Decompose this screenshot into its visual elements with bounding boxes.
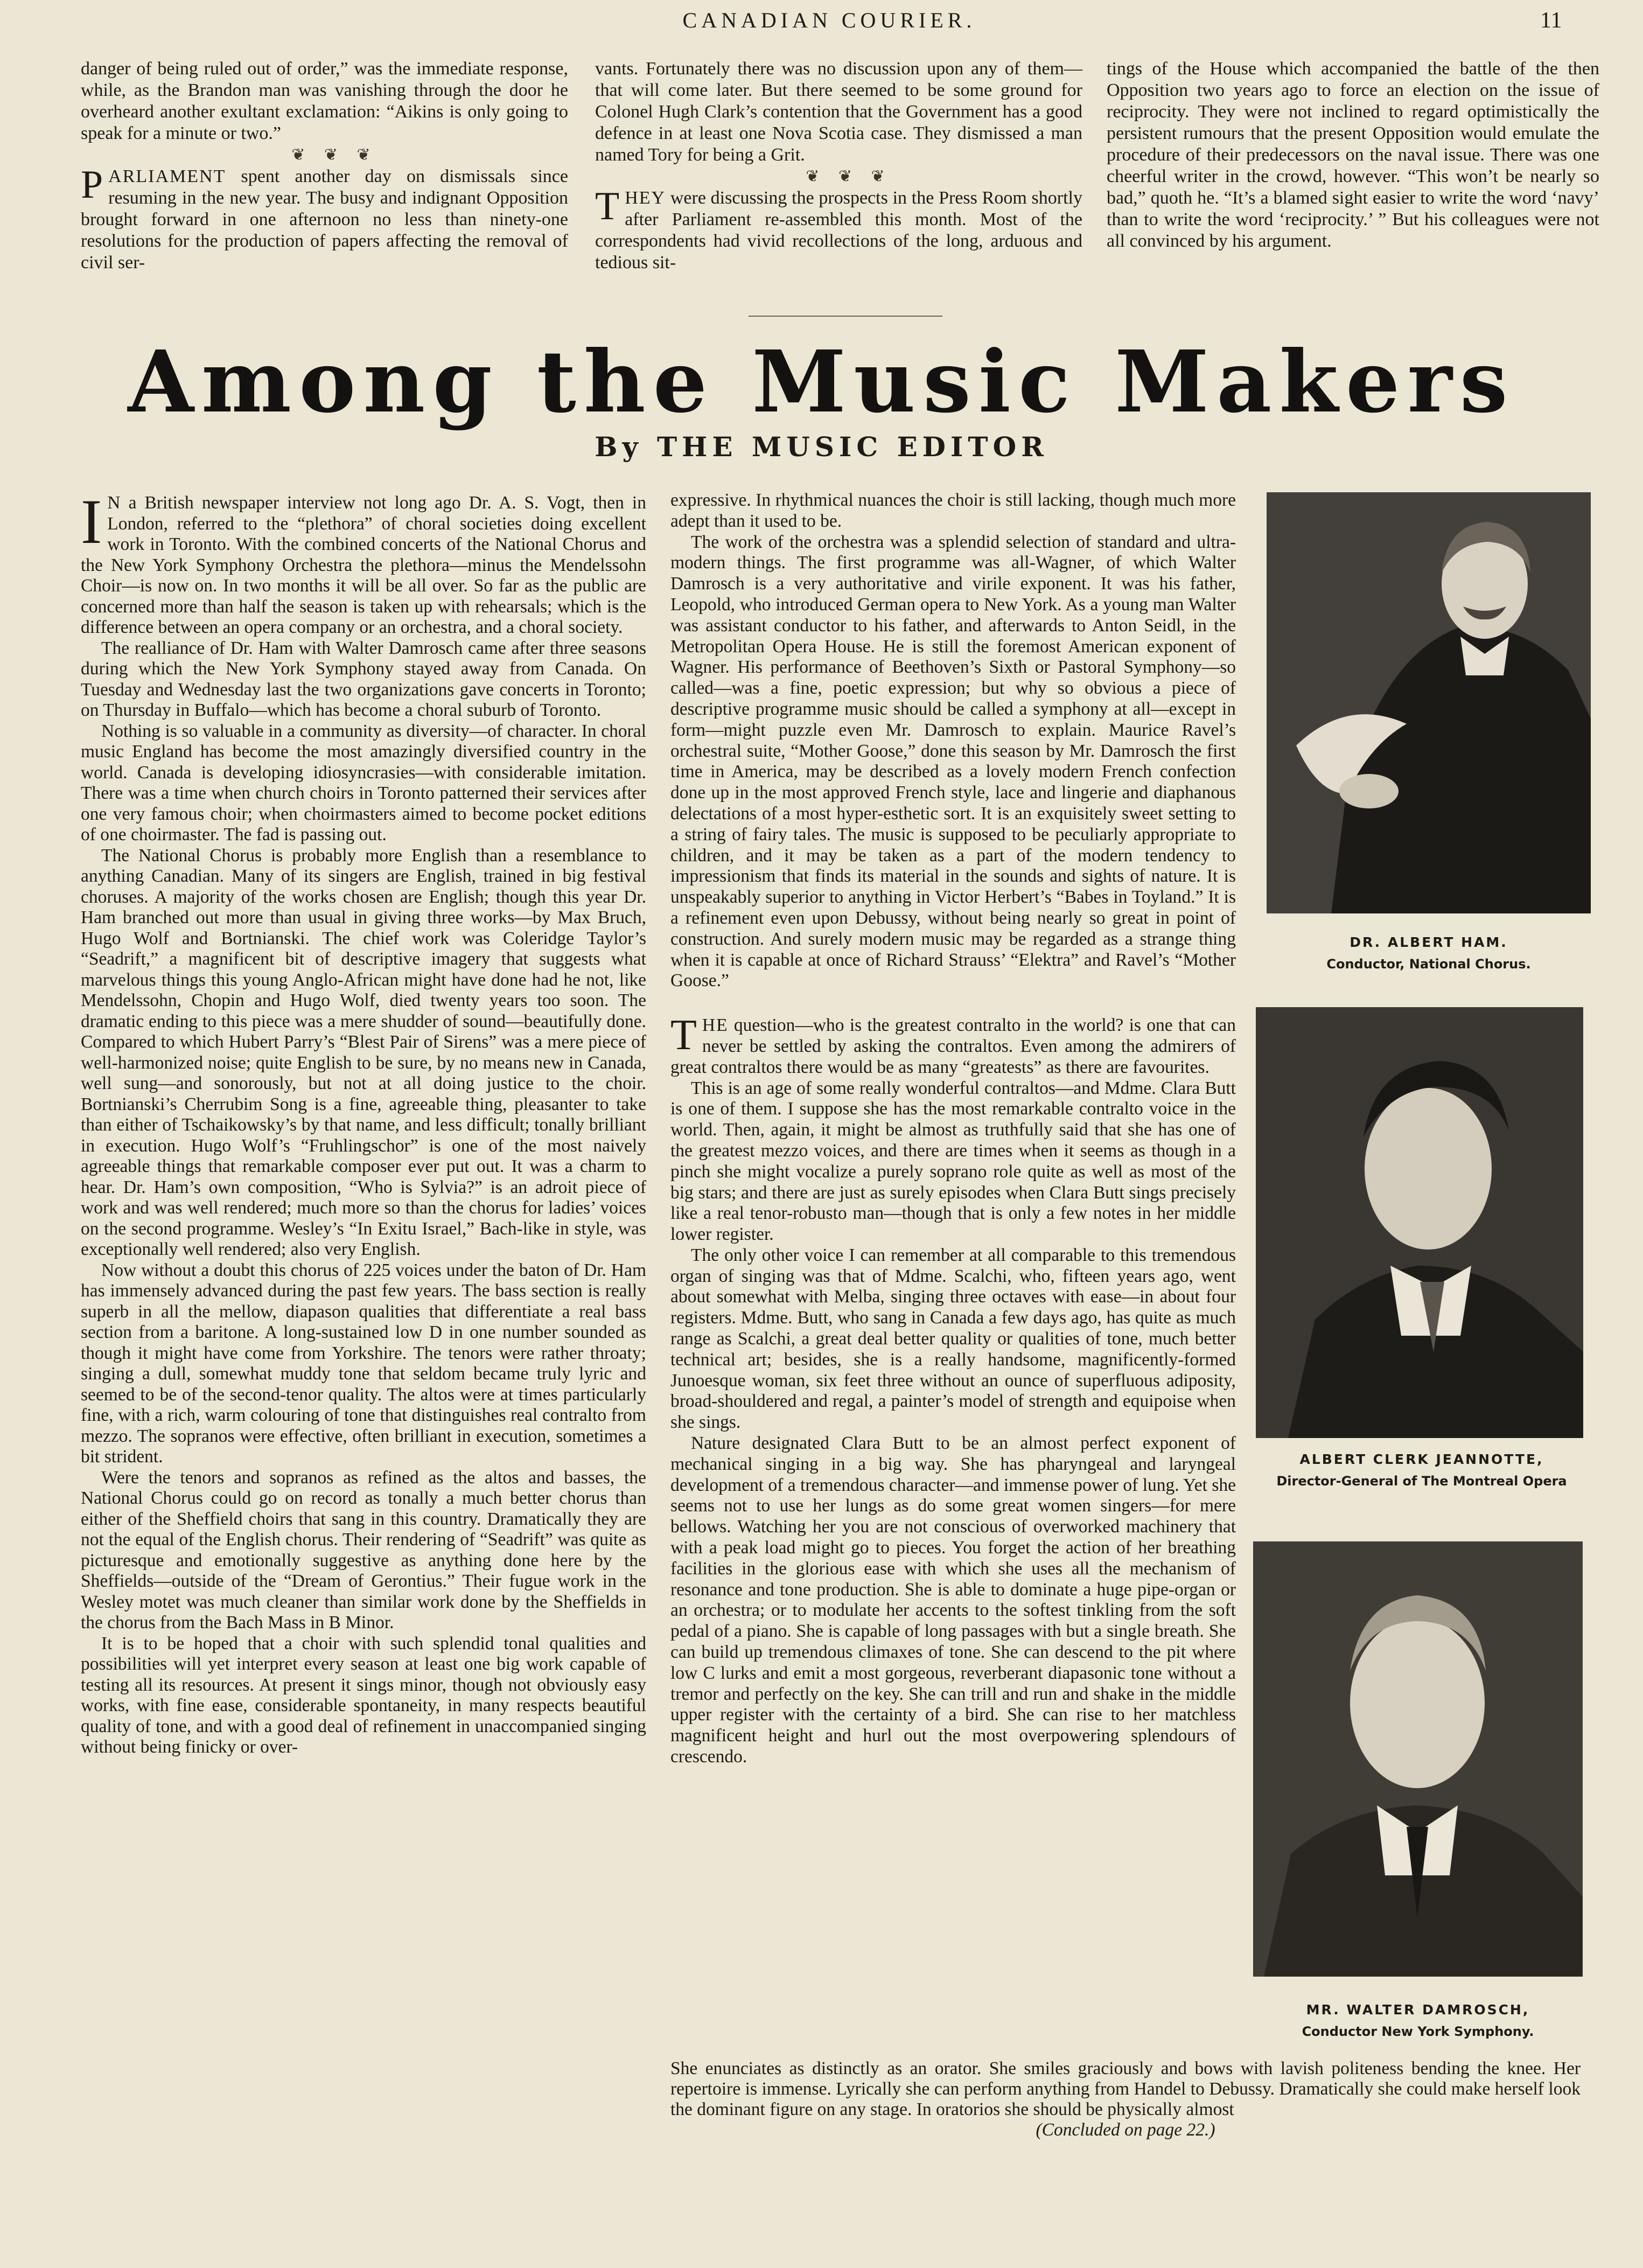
caption-ham [1267,932,1591,975]
paragraph-text: spent another day on dismissals since resuming in the new year. The busy and indignant Opposition brought forward in one afternoon no less than ninety-one resolutions for the production of papers affecting the removal of civil ser- [81,166,568,273]
portrait-photo-jeannotte [1256,1007,1583,1438]
article-paragraph-6: Were the tenors and sopranos as refined as the altos and basses, the National Chorus could go on record as tonally a much better chorus than either of the Sheffield choirs that sang in this country. Dramatically they are not the equal of the English chorus. Their rendering of “Seadrift” was quite as picturesque and emotionally suggestive as anything done here by the Sheffields—outside of the “Dream of Gerontius.” Their fugue work in the Wesley motet was much cleaner than similar work done by the Sheffields in the chorus from the Bach Mass in B Minor. [81,1467,646,1632]
ornament-divider: ❦ ❦ ❦ [291,146,378,164]
top-column-1 [81,58,568,274]
portrait-ham-image [1267,492,1591,913]
top-col2-paragraph-2 [595,184,1082,274]
article-paragraph-5: Now without a doubt this chorus of 225 voices under the baton of Dr. Ham has immensely advanced during the past few years. The bass section is really superb in all the mellow, diapason qualities that differentiate a real bass section from a baritone. A long-sustained low D in one number sounded as though it might have come from Yorkshire. The tenors were rather throaty; singing a dull, somewhat muddy tone that seldom became truly lyric and seemed to be of the second-tenor quality. The altos were at times particularly fine, with a rich, warm colouring of tone that distinguishes real contralto from mezzo. The sopranos were effective, often brilliant in execution, sometimes a bit strident. [81,1260,646,1467]
portrait-damrosch-image [1253,1541,1583,1977]
caption-title: Conductor, National Chorus. [1326,957,1531,972]
lead-word: ARLIAMENT [108,166,226,186]
top-col1-paragraph-1: danger of being ruled out of order,” was the immediate response, while, as the Brandon man was vanishing through the door he overheard another exultant exclamation: “Aikins is only going to speak for a minute or two.” [81,59,568,143]
continued-note: (Concluded on page 22.) [1036,2120,1215,2140]
article-middle-paragraph-1: expressive. In rhythmical nuances the choir is still lacking, though much more adept than it used to be. [670,490,1236,531]
running-head [0,8,1643,34]
drop-cap: T [595,184,620,228]
top-column-3 [1107,58,1599,252]
top-column-2 [595,58,1082,274]
lead-word: HE [702,1015,729,1036]
article-bottom-continuation [670,2058,1581,2140]
drop-cap: I [81,486,102,557]
caption-jeannotte [1244,1449,1599,1492]
drop-cap: P [81,163,103,207]
publication-name: CANADIAN COURIER. [682,8,976,32]
article-middle-paragraph-2: The work of the orchestra was a splendid selection of standard and ultra-modern things. The first programme was all-Wagner, of which Walter Damrosch is a very authoritative and virile exponent. It was his father, Leopold, who introduced German opera to New York. As a young man Walter was assistant conductor to his father, and afterwards to Anton Seidl, in the Metropolitan Opera House. He is still the foremost American exponent of Wagner. His performance of Beethoven’s Sixth or Pastoral Symphony—so called—was a fine, poetic expression; but why so obvious a piece of descriptive programme music should be called a symphony at all—except in form—might puzzle even Mr. Damrosch to explain. Maurice Ravel’s orchestral suite, “Mother Goose,” done this season by Mr. Damrosch the first time in America, may be described as a lovely modern French confection done up in the most approved French style, lace and lingerie and diaphanous delectations of a most hyper-esthetic sort. It is an exquisitely sweet setting to a string of fairy tales. The music is supposed to be peculiarly appropriate to children, and it may be taken as a part of the modern tendency to impressionism that finds its material in the sounds and sights of nature. It is unspeakably superior to anything in Victor Herbert’s “Babes in Toyland.” It is a refinement even upon Debussy, without being nearly so great in point of construction. And surely modern music may be regarded as a strange thing when it is capable at once of Richard Strauss’ “Elektra” and Ravel’s “Mother Goose.” [670,532,1236,991]
article-paragraph-3: Nothing is so valuable in a community as diversity—of character. In choral music England has become the most amazingly diversified country in the world. Canada is developing idiosyncrasies—with considerable imitation. There was a time when church choirs in Toronto patterned their services after one very famous choir; when choirmasters aimed to become pocket editions of one choirmaster. The fad is passing out. [81,721,646,845]
article-left-column [81,486,646,1758]
caption-name: MR. WALTER DAMROSCH, [1306,2002,1530,2018]
drop-cap: T [670,1011,697,1059]
top-col2-paragraph-1: vants. Fortunately there was no discussion upon any of them—that will come later. But there seemed to be some ground for Colonel Hugh Clark’s contention that the Government has a good defence in at least one Nova Scotia case. They dismissed a man named Tory for being a Grit. [595,59,1082,165]
article-middle-column [670,490,1236,1768]
caption-title: Director-General of The Montreal Opera [1276,1474,1567,1489]
article-headline: Among the Music Makers [128,332,1515,432]
article-middle-paragraph-3 [670,1011,1236,1078]
section-rule [749,316,942,317]
portrait-photo-damrosch [1253,1541,1583,1977]
caption-name: ALBERT CLERK JEANNOTTE, [1299,1451,1544,1467]
top-col1-paragraph-2 [81,163,568,274]
article-bottom-paragraph: She enunciates as distinctly as an orator. She smiles graciously and bows with lavish politeness bending the knee. Her repertoire is immense. Lyrically she can perform anything from Handel to Debussy. Dramatically she could make herself look the dominant figure on any stage. In oratorios she should be physically almost [670,2058,1581,2119]
article-paragraph-1 [81,486,646,638]
article-middle-paragraph-4: This is an age of some really wonderful contraltos—and Mdme. Clara Butt is one of them. I suppose she has the most remarkable contralto voice in the world. Then, again, it might be almost as truthfully said that she has one of the greatest mezzo voices, and there are times when it seems as though in a pinch she might vocalize a purely soprano role quite as well as most of the big stars; and there are just as surely episodes when Clara Butt sings precisely like a real tenor-robusto man—though that is only a few notes in her middle lower register. [670,1078,1236,1245]
paragraph-text: N a British newspaper interview not long ago Dr. A. S. Vogt, then in London, referred to the “plethora” of choral societies doing excellent work in Toronto. With the combined concerts of the National Chorus and the New York Symphony Orchestra the plethora—minus the Mendelssohn Choir—is now on. In two months it will be all over. So far as the public are concerned more than half the season is taken up with rehearsals; which is the difference between an opera company or an orchestra, and a choral society. [81,493,646,637]
page-number: 11 [1540,8,1562,33]
portrait-jeannotte-image [1256,1007,1583,1438]
article-middle-paragraph-6: Nature designated Clara Butt to be an almost perfect exponent of mechanical singing in a big way. She has pharyngeal and laryngeal development of a tremendous character—and immense power of lung. Yet she seems not to use her lungs as do some great women singers—for mere bellows. Watching her you are not conscious of overworked machinery that with a peak load might go to pieces. You forget the action of her breathing facilities in the glorious ease with which she uses all the mechanism of resonance and tone production. She is able to dominate a huge pipe-organ or an orchestra; or to modulate her accents to the softest tinkling from the soft pedal of a piano. She is capable of long passages with but a single breath. She can build up tremendous climaxes of tone. She can descend to the pit where low C lurks and emit a most gorgeous, reverberant diapasonic tone without a tremor and perfectly on the key. She can trill and run and shake in the middle upper register with the certainty of a bird. She can rise to her matchless magnificent height and hurl out the most overpowering splendours of crescendo. [670,1433,1236,1767]
article-paragraph-7: It is to be hoped that a choir with such splendid tonal qualities and possibilities will yet interpret every season at least one big work capable of testing all its resources. At present it sings minor, though not obviously easy works, with fine ease, considerable spontaneity, in many respects beautiful quality of tone, and with a good deal of refinement in unaccompanied singing without being finicky or over- [81,1633,646,1757]
ornament-divider: ❦ ❦ ❦ [806,168,892,185]
top-col3-paragraph-1: tings of the House which accompanied the battle of the then Opposition two years ago to force an election on the issue of reciprocity. They were not inclined to regard optimistically the persistent rumours that the present Opposition would emulate the procedure of their predecessors on the naval issue. There was one cheerful writer in the crowd, however. “This won’t be nearly so bad,” quoth he. “It’s a blamed sight easier to write the word ‘navy’ than to write the word ‘reciprocity.’ ” But his colleagues were not all convinced by his argument. [1107,59,1599,251]
paragraph-text: question—who is the greatest contralto in the world? is one that can never be settled by asking the contraltos. Even among the admirers of great contraltos there would be as many “greatests” as there are favourites. [670,1015,1236,1077]
portrait-photo-ham [1267,492,1591,913]
article-paragraph-2: The realliance of Dr. Ham with Walter Damrosch came after three seasons during which the New York Symphony stayed away from Canada. On Tuesday and Wednesday last the two organizations gave concerts in Toronto; on Thursday in Buffalo—which has become a choral suburb of Toronto. [81,638,646,720]
caption-damrosch [1253,1999,1583,2042]
article-middle-paragraph-5: The only other voice I can remember at all comparable to this tremendous organ of singing was that of Mdme. Scalchi, who, fifteen years ago, went about somewhat with Melba, singing three octaves with ease—in about four registers. Mdme. Butt, who sang in Canada a few days ago, has quite as much range as Scalchi, a great deal better quality or qualities of tone, much better technical art; besides, she is a really handsome, magnificently-formed Junoesque woman, six feet three without an ounce of superfluous adiposity, broad-shouldered and regal, a painter’s model of strength and equipoise when she sings. [670,1245,1236,1433]
paragraph-text: were discussing the prospects in the Press Room shortly after Parliament re-assembled this month. Most of the correspondents had vivid recollections of the long, arduous and tedious sit- [595,188,1082,273]
caption-title: Conductor New York Symphony. [1302,2024,1534,2039]
caption-name: DR. ALBERT HAM. [1350,934,1508,950]
article-byline: By THE MUSIC EDITOR [595,431,1048,463]
lead-word: HEY [625,188,666,208]
article-paragraph-4: The National Chorus is probably more English than a resemblance to anything Canadian. Many of its singers are English, trained in big festival choruses. A majority of the works chosen are English; though this year Dr. Ham branched out more than usual in giving three works—by Max Bruch, Hugo Wolf and Bortnianski. The chief work was Coleridge Taylor’s “Seadrift,” a magnificent bit of descriptive imagery that suggests what marvelous things this young Anglo-African might have done had he not, like Mendelssohn, Chopin and Hugo Wolf, died twenty years too soon. The dramatic ending to this piece was a mere shudder of sound—beautifully done. Compared to which Hubert Parry’s “Blest Pair of Sirens” was a mere piece of well-harmonized noise; quite English to be sure, by no means new in Canada, well sung—and sonorously, but not at all doing justice to the choir. Bortnianski’s Cherrubim Song is a fine, agreeable thing, pleasanter to take than either of Tschaikowsky’s by that name, and less difficult; tonally brilliant in execution. Hugo Wolf’s “Fruhlingschor” is one of the most naively agreeable things that remarkable composer ever put out. It was a charm to hear. Dr. Ham’s own composition, “Who is Sylvia?” is an adroit piece of work and was well rendered; much more so than the chorus for ladies’ voices on the second programme. Wesley’s “In Exitu Israel,” Bach-like in style, was exceptionally well rendered; also very English. [81,845,646,1259]
